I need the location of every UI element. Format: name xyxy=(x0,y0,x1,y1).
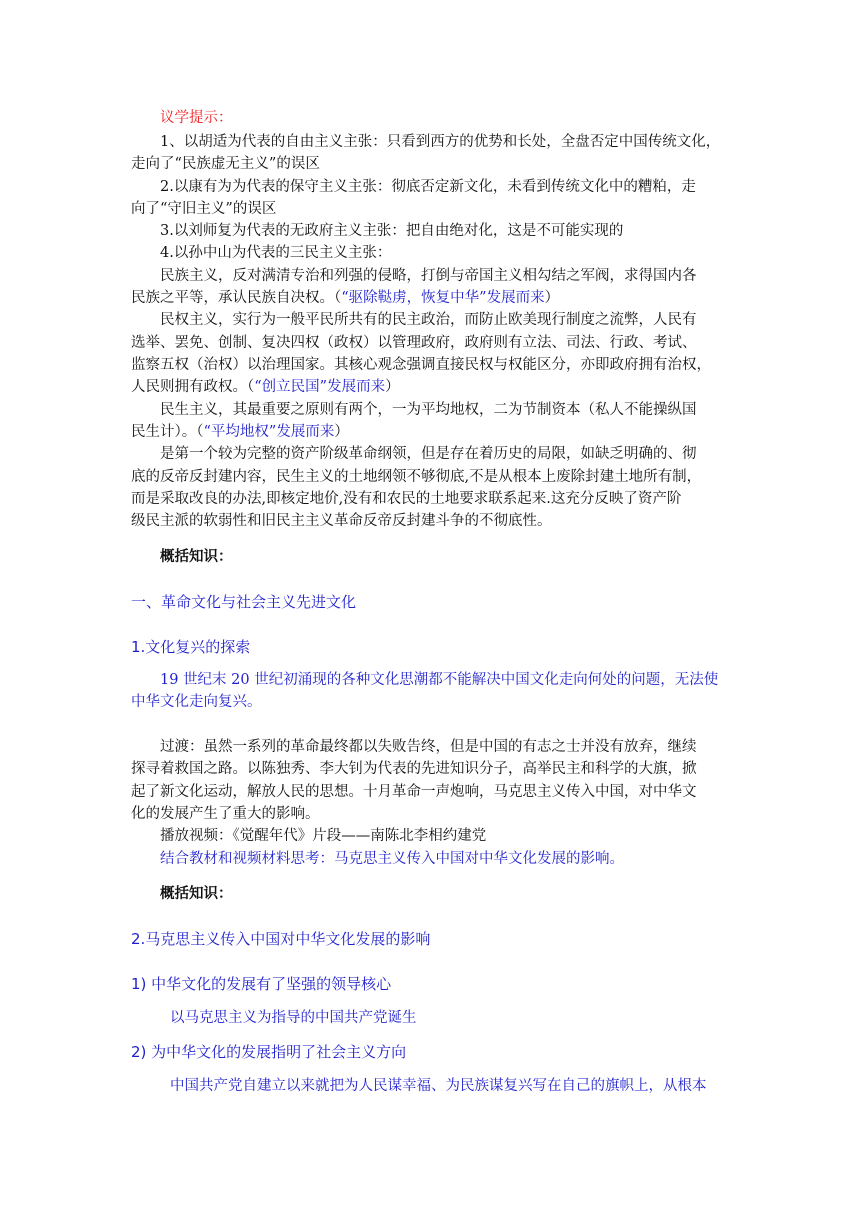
heading-marxism-impact: 2.马克思主义传入中国对中华文化发展的影响 xyxy=(131,930,431,948)
minsheng-line1: 民生主义，其最重要之原则有两个，一为平均地权，二为节制资本（私人不能操纵国 xyxy=(160,402,697,418)
para-hushi-line2: 走向了“民族虚无主义”的误区 xyxy=(131,156,320,172)
evaluation-line3: 而是采取改良的办法,即核定地价,没有和农民的土地要求联系起来.这充分反映了资产阶 xyxy=(131,491,682,507)
minzu-line2: 民族之平等，承认民族自决权。（“驱除鞑虏，恢复中华”发展而来） xyxy=(131,290,560,306)
think-prompt: 结合教材和视频材料思考：马克思主义传入中国对中华文化发展的影响。 xyxy=(160,851,624,867)
minzu-origin: “驱除鞑虏，恢复中华”发展而来 xyxy=(341,290,545,306)
para-hushi-line1: 1、以胡适为代表的自由主义主张：只看到西方的优势和长处，全盘否定中国传统文化， xyxy=(160,134,721,150)
transition-line1: 过渡：虽然一系列的革命最终都以失败告终，但是中国的有志之士并没有放弃，继续 xyxy=(160,739,697,755)
heading-cultural-revival: 1.文化复兴的探索 xyxy=(131,638,251,656)
video-note: 播放视频：《觉醒年代》片段——南陈北李相约建党 xyxy=(160,828,487,844)
minsheng-line2: 民生计）。（“平均地权”发展而来） xyxy=(131,424,349,440)
evaluation-line4: 级民主派的软弱性和旧民主主义革命反帝反封建斗争的不彻底性。 xyxy=(131,513,552,529)
impact-item-1: 1) 中华文化的发展有了坚强的领导核心 xyxy=(131,975,392,993)
transition-line3: 起了新文化运动，解放人民的思想。十月革命一声炮响，马克思主义传入中国，对中华文 xyxy=(131,784,697,800)
para-kang-line1: 2.以康有为为代表的保守主义主张：彻底否定新文化，未看到传统文化中的糟粕，走 xyxy=(160,179,696,195)
minquan-line2: 选举、罢免、创制、复决四权（政权）以管理政府，政府则有立法、司法、行政、考试、 xyxy=(131,335,697,351)
transition-line4: 化的发展产生了重大的影响。 xyxy=(131,806,320,822)
minzu-line1: 民族主义，反对满清专治和列强的侵略，打倒与帝国主义相勾结之军阀，求得国内各 xyxy=(160,268,697,284)
minsheng-origin: “平均地权”发展而来 xyxy=(203,424,335,440)
impact-item-2-detail: 中国共产党自建立以来就把为人民谋幸福、为民族谋复兴写在自己的旗帜上，从根本 xyxy=(170,1078,707,1094)
evaluation-line2: 底的反帝反封建内容，民生主义的土地纲领不够彻底,不是从根本上废除封建土地所有制， xyxy=(131,469,702,485)
minquan-origin: “创立民国”发展而来 xyxy=(254,379,386,395)
heading-revolution-culture: 一、革命文化与社会主义先进文化 xyxy=(131,593,357,611)
summary-label-2: 概括知识： xyxy=(160,886,233,902)
yixue-title: 议学提示： xyxy=(160,110,233,126)
para-kang-line2: 向了“守旧主义”的误区 xyxy=(131,201,277,217)
revival-line1: 19 世纪末 20 世纪初涌现的各种文化思潮都不能解决中国文化走向何处的问题，无法使 xyxy=(160,672,719,688)
transition-line2: 探寻着救国之路。以陈独秀、李大钊为代表的先进知识分子，高举民主和科学的大旗，掀 xyxy=(131,761,697,777)
minquan-line3: 监察五权（治权）以治理国家。其核心观念强调直接民权与权能区分，亦即政府拥有治权， xyxy=(131,357,711,373)
impact-item-1-detail: 以马克思主义为指导的中国共产党诞生 xyxy=(170,1010,417,1026)
impact-item-2: 2) 为中华文化的发展指明了社会主义方向 xyxy=(131,1043,407,1061)
minquan-line1: 民权主义，实行为一般平民所共有的民主政治，而防止欧美现行制度之流弊，人民有 xyxy=(160,312,697,328)
para-sun: 4.以孙中山为代表的三民主义主张： xyxy=(160,245,392,261)
para-liu: 3.以刘师复为代表的无政府主义主张：把自由绝对化，这是不可能实现的 xyxy=(160,223,624,239)
summary-label-1: 概括知识： xyxy=(160,549,233,565)
revival-line2: 中华文化走向复兴。 xyxy=(131,694,262,710)
evaluation-line1: 是第一个较为完整的资产阶级革命纲领，但是存在着历史的局限，如缺乏明确的、彻 xyxy=(160,446,697,462)
minquan-line4: 人民则拥有政权。（“创立民国”发展而来） xyxy=(131,379,400,395)
